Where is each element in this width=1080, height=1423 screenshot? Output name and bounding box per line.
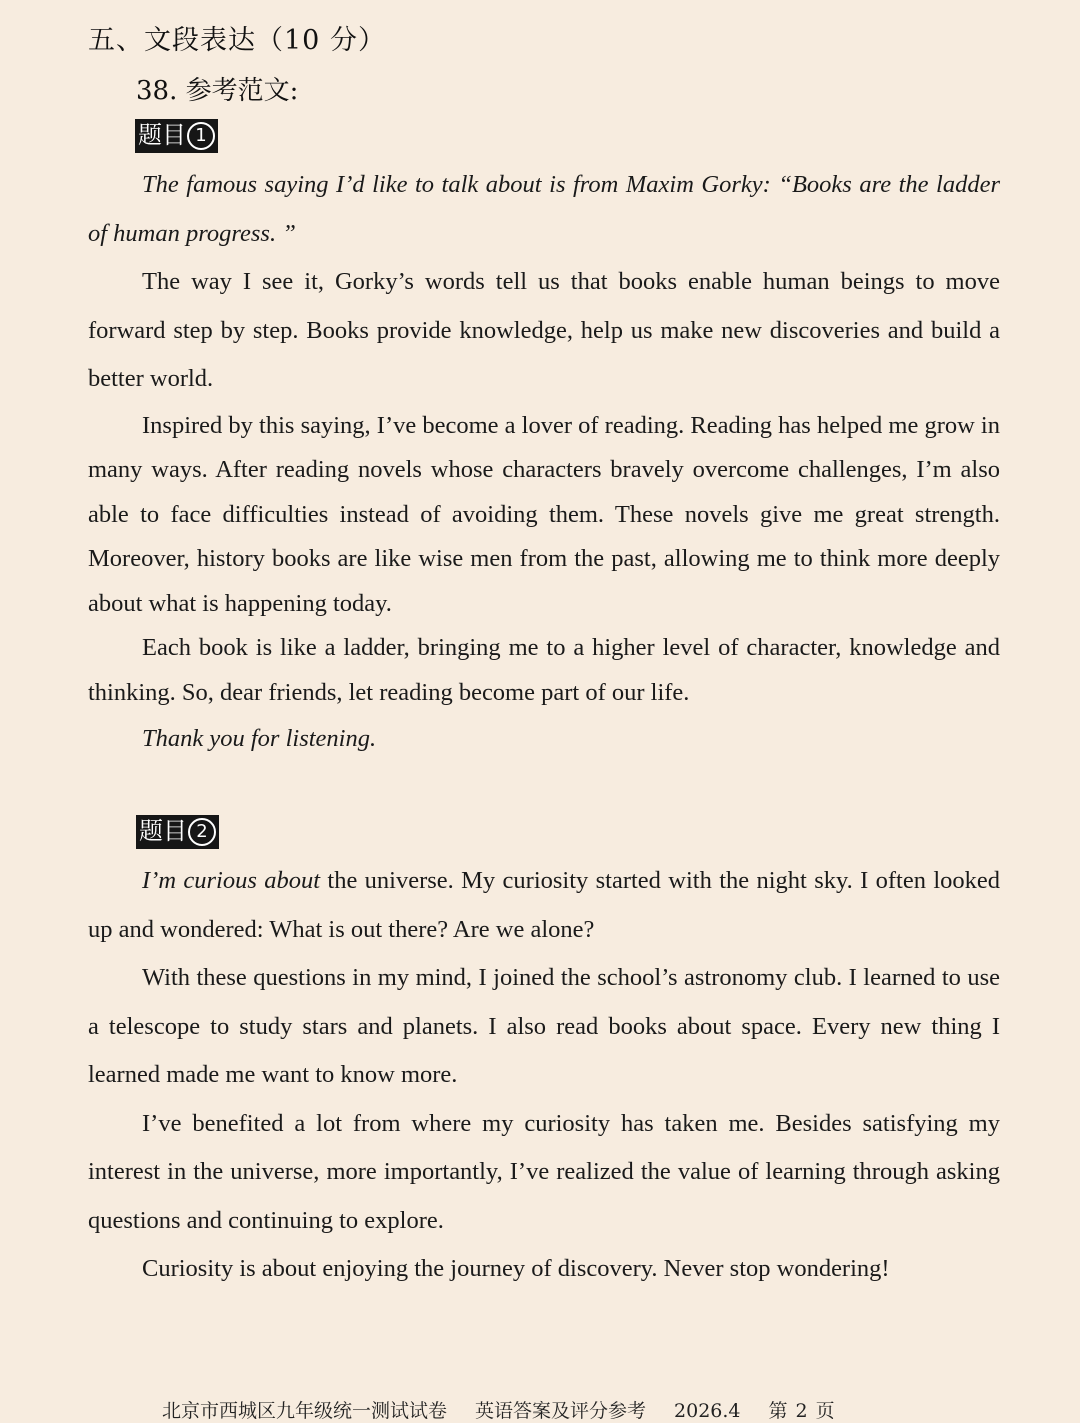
sample-essay-1: [88, 161, 1000, 764]
essay-1-closing: Thank you for listening.: [142, 725, 377, 752]
topic-2-badge-number: 2: [188, 818, 216, 846]
footer-date: 2026.4: [674, 1400, 741, 1422]
section-heading: 五、文段表达（10 分）: [88, 25, 386, 56]
essay-1-paragraph-3: Inspired by this saying, I’ve become a lover of reading. Reading has helped me grow in many ways. After reading novels whose characters bravely overcome challenges, I’m also able to face difficulties instead of avoiding them. These novels give me great strength. Moreover, history books are like wise men from the past, allowing me to think more deeply about what is happening today.: [88, 411, 1000, 617]
footer-page-number: 第 2 页: [768, 1400, 835, 1422]
topic-1-badge-number: 1: [187, 122, 215, 150]
essay-2-paragraph-3: I’ve benefited a lot from where my curiosity has taken me. Besides satisfying my interest in the universe, more importantly, I’ve realized the value of learning through asking questions and continuing to explore.: [88, 1109, 1000, 1234]
sample-essay-2: [88, 857, 1000, 1294]
essay-1-paragraph-4: Each book is like a ladder, bringing me to a higher level of character, knowledge and thinking. So, dear friends, let reading become part of our life.: [88, 634, 1000, 706]
essay-2-opening-italic: I’m curious about: [142, 867, 321, 894]
topic-1-badge-text: 题目: [138, 121, 186, 149]
page-footer: [162, 1396, 863, 1423]
footer-exam-name: 北京市西城区九年级统一测试试卷: [162, 1400, 448, 1422]
question-label: 38. 参考范文:: [136, 76, 299, 106]
footer-doc-name: 英语答案及评分参考: [475, 1400, 647, 1422]
essay-2-paragraph-1: [88, 857, 1000, 954]
essay-2-paragraph-4: Curiosity is about enjoying the journey of discovery. Never stop wondering!: [142, 1255, 890, 1282]
topic-2-badge-text: 题目: [139, 817, 187, 845]
topic-2-badge: [136, 815, 219, 849]
essay-1-paragraph-1: The famous saying I’d like to talk about is from Maxim Gorky: “Books are the ladder of human progress. ”: [88, 171, 1000, 247]
essay-2-opening-rest: the universe. My curiosity started with the night sky. I often looked up and wondered: What is out there? Are we alone?: [88, 867, 1000, 943]
essay-2-paragraph-2: With these questions in my mind, I joined the school’s astronomy club. I learned to use a telescope to study stars and planets. I also read books about space. Every new thing I learned made me want to know more.: [88, 964, 1000, 1088]
essay-1-paragraph-2: The way I see it, Gorky’s words tell us that books enable human beings to move forward step by step. Books provide knowledge, help us make new discoveries and build a better world.: [88, 268, 1000, 392]
topic-1-badge: [135, 119, 218, 153]
